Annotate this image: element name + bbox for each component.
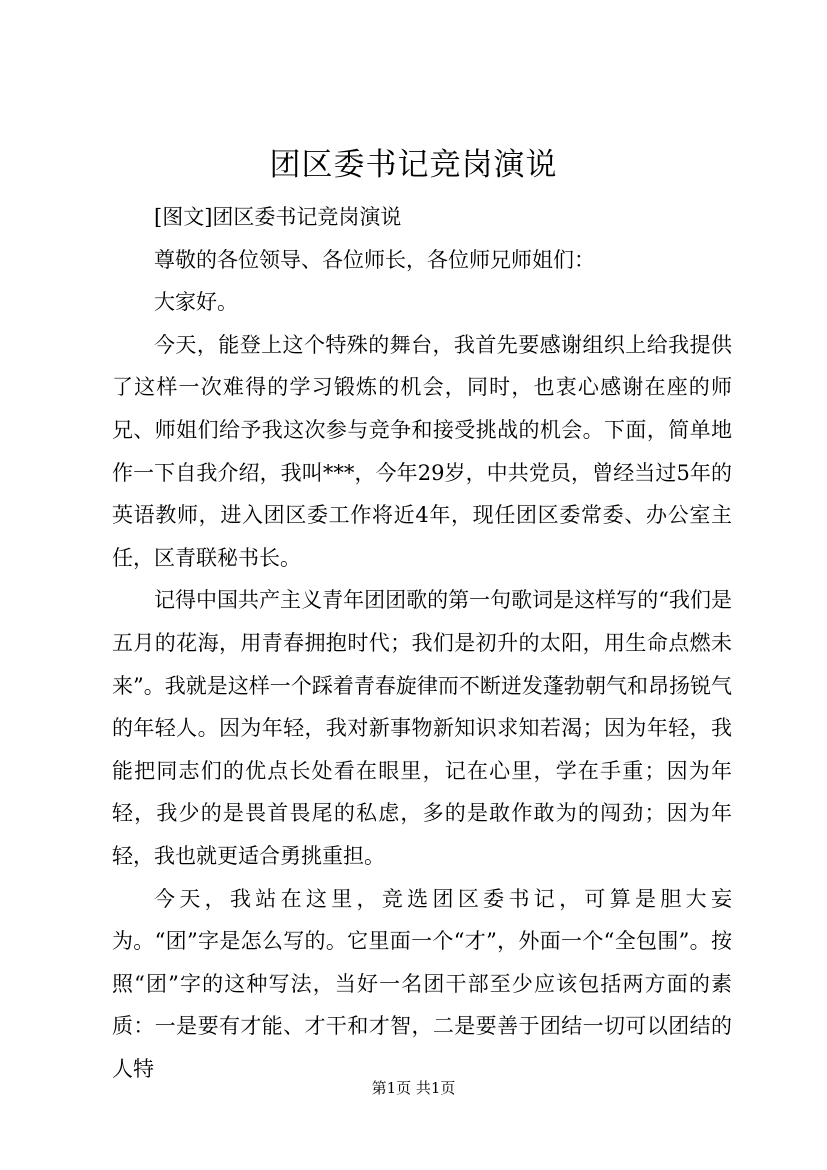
paragraph-salutation: 尊敬的各位领导、各位师长，各位师兄师姐们： xyxy=(154,247,595,272)
paragraph-introduction: 今天，能登上这个特殊的舞台，我首先要感谢组织上给我提供了这样一次难得的学习锻炼的机会，同时，也衷心感谢在座的师兄、师姐们给予我这次参与竞争和接受挑战的机会。下面，简单地作一下自我介绍，我叫***，今年29岁，中共党员，曾经当过5年的英语教师，进入团区委工作将近4年，现任团区委常委、办公室主任，区青联秘书长。 xyxy=(112,332,732,570)
document-title: 团区委书记竞岗演说 xyxy=(269,147,558,183)
paragraph-subtitle: [图文]团区委书记竞岗演说 xyxy=(154,205,402,229)
page-footer: 第1页 共1页 xyxy=(371,1079,456,1097)
paragraph-candidacy: 今天，我站在这里，竞选团区委书记，可算是胆大妄为。“团”字是怎么写的。它里面一个“才”，外面一个“全包围”。按照“团”字的这种写法，当好一名团干部至少应该包括两方面的素质：一是要有才能、才干和才智，二是要善于团结一切可以团结的人特 xyxy=(112,886,732,1081)
paragraph-youth: 记得中国共产主义青年团团歌的第一句歌词是这样写的“我们是五月的花海，用青春拥抱时代；我们是初升的太阳，用生命点燃未来”。我就是这样一个踩着青春旋律而不断迸发蓬勃朝气和昂扬锐气的年轻人。因为年轻，我对新事物新知识求知若渴；因为年轻，我能把同志们的优点长处看在眼里，记在心里，学在手重；因为年轻，我少的是畏首畏尾的私虑，多的是敢作敢为的闯劲；因为年轻，我也就更适合勇挑重担。 xyxy=(112,588,732,868)
document-body xyxy=(112,196,732,1090)
paragraph-greeting: 大家好。 xyxy=(154,290,238,315)
